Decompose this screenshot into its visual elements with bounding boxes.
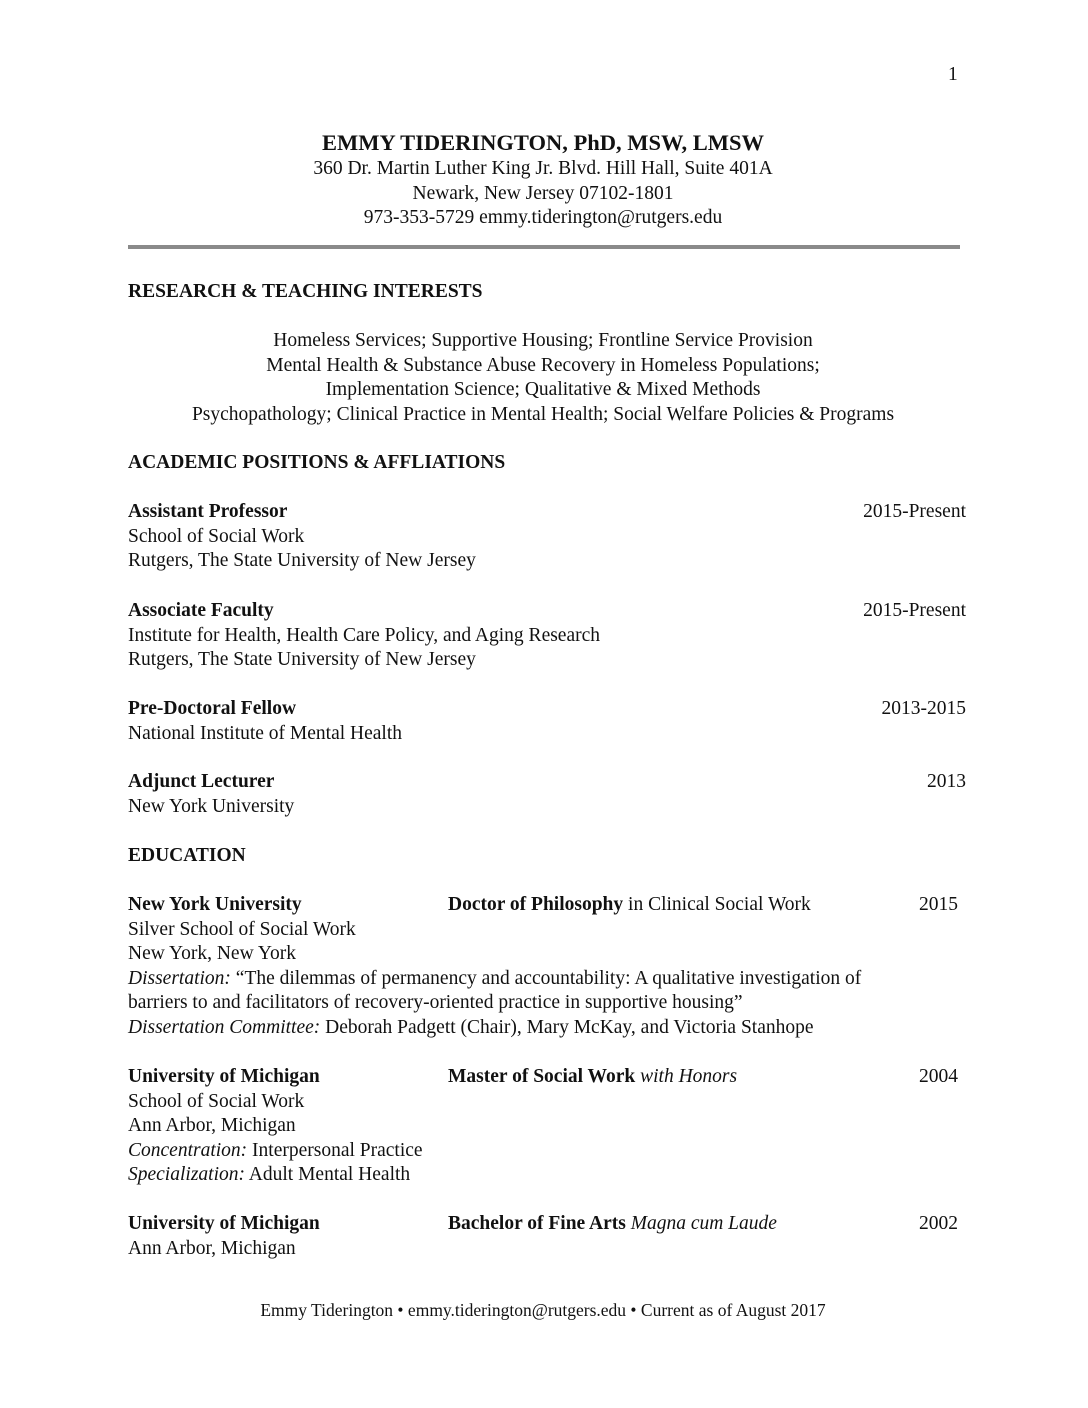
- interest-line: Mental Health & Substance Abuse Recovery in Homeless Populations;: [266, 354, 820, 376]
- contact-line: 973-353-5729 emmy.tiderington@rutgers.edu: [363, 207, 723, 228]
- institution-name: University of Michigan: [128, 1066, 320, 1087]
- position-institution: New York University: [128, 795, 295, 817]
- education-entry: [128, 1065, 958, 1188]
- position-department: School of Social Work: [128, 525, 305, 547]
- degree: Bachelor of Fine Arts Magna cum Laude: [448, 1213, 777, 1234]
- education-entry: [128, 1212, 958, 1261]
- interests-heading: RESEARCH & TEACHING INTERESTS: [128, 281, 483, 302]
- position-entry: [128, 697, 966, 746]
- interest-line: Homeless Services; Supportive Housing; Frontline Service Provision: [273, 330, 813, 351]
- position-entry: [128, 500, 966, 574]
- position-years: 2013-2015: [881, 698, 966, 719]
- dissertation: Dissertation: “The dilemmas of permanency and accountability: A qualitative investigation of: [128, 967, 862, 989]
- dissertation-continued: barriers to and facilitators of recovery-oriented practice in supportive housing”: [128, 992, 743, 1013]
- candidate-name: EMMY TIDERINGTON, PhD, MSW, LMSW: [322, 130, 764, 155]
- cv-header: [128, 129, 958, 231]
- institution-name: University of Michigan: [128, 1213, 320, 1234]
- interest-line: Psychopathology; Clinical Practice in Mental Health; Social Welfare Policies & Programs: [191, 403, 895, 425]
- position-title: Assistant Professor: [128, 501, 288, 522]
- concentration: Concentration: Interpersonal Practice: [128, 1139, 423, 1161]
- degree-year: 2015: [919, 894, 958, 915]
- institution-name: New York University: [128, 894, 302, 915]
- degree: Doctor of Philosophy in Clinical Social Work: [448, 894, 811, 915]
- position-institution: Rutgers, The State University of New Jersey: [128, 649, 476, 670]
- education-entry: [128, 893, 958, 1040]
- school-location: Ann Arbor, Michigan: [128, 1115, 296, 1136]
- school-location: Ann Arbor, Michigan: [128, 1237, 296, 1259]
- page-number: 1: [948, 64, 958, 85]
- position-entry: [128, 770, 966, 819]
- position-title: Pre-Doctoral Fellow: [128, 698, 297, 719]
- position-institution: Rutgers, The State University of New Jersey: [128, 550, 476, 571]
- position-institution: National Institute of Mental Health: [128, 722, 403, 744]
- header-divider: [128, 245, 960, 249]
- degree-year: 2004: [919, 1066, 958, 1087]
- dissertation-committee: Dissertation Committee: Deborah Padgett (Chair), Mary McKay, and Victoria Stanhope: [128, 1016, 814, 1038]
- position-entry: [128, 599, 966, 673]
- position-title: Associate Faculty: [128, 600, 274, 621]
- position-years: 2015-Present: [863, 501, 966, 522]
- position-years: 2013: [927, 771, 966, 792]
- interest-line: Implementation Science; Qualitative & Mixed Methods: [325, 379, 761, 400]
- positions-heading: ACADEMIC POSITIONS & AFFLIATIONS: [128, 452, 506, 473]
- address-line-1: 360 Dr. Martin Luther King Jr. Blvd. Hill Hall, Suite 401A: [313, 158, 773, 179]
- interests-list: [128, 329, 958, 427]
- specialization: Specialization: Adult Mental Health: [128, 1164, 411, 1185]
- page-footer: Emmy Tiderington • emmy.tiderington@rutgers.edu • Current as of August 2017: [260, 1300, 826, 1320]
- degree: Master of Social Work with Honors: [448, 1066, 738, 1087]
- education-heading: EDUCATION: [128, 845, 246, 866]
- degree-year: 2002: [919, 1213, 958, 1234]
- position-title: Adjunct Lecturer: [128, 771, 275, 792]
- school-name: Silver School of Social Work: [128, 918, 356, 940]
- position-department: Institute for Health, Health Care Policy, and Aging Research: [128, 624, 601, 646]
- position-years: 2015-Present: [863, 600, 966, 621]
- school-location: New York, New York: [128, 943, 296, 964]
- school-name: School of Social Work: [128, 1090, 305, 1112]
- address-line-2: Newark, New Jersey 07102-1801: [412, 182, 674, 204]
